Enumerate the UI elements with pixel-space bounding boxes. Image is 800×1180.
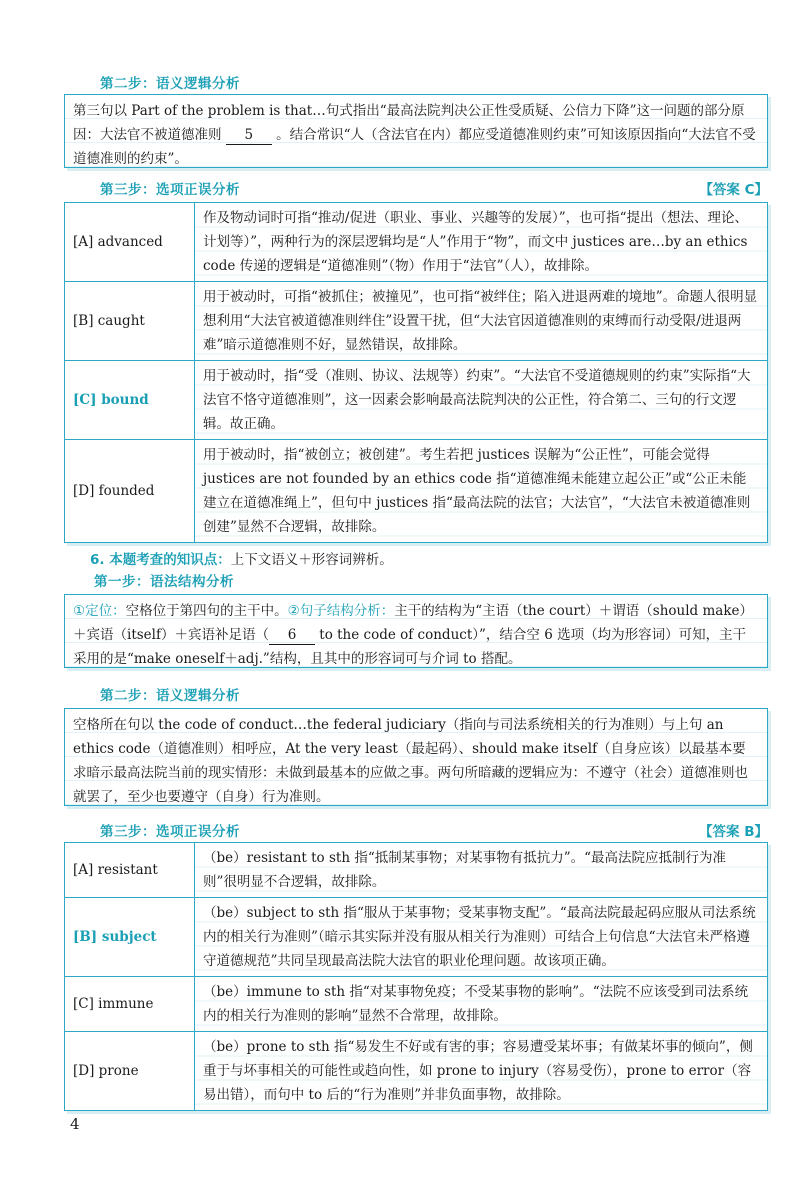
table-row [65, 843, 768, 898]
q6-step1-text-2: 主干的结构为“主语（the court）＋谓语（should make）＋宾语（itself）＋宾语补足语（ [73, 603, 753, 643]
blank-5: 5 [226, 126, 272, 145]
table-row [65, 361, 768, 440]
q6-step3-title: 第三步：选项正误分析 [100, 824, 240, 840]
option-label: [D] founded [65, 440, 195, 543]
q5-step2-text-a: 第三句以 Part of the problem is that…句式指出“最高法院判决公正性受质疑、公信力下降”这一问题的部分原因：大法官不被道德准则 [73, 103, 745, 143]
option-label-correct: [C] bound [65, 361, 195, 440]
option-analysis: （be）resistant to sth 指“抵制某事物；对某事物有抵抗力”。“最高法院应抵制行为准则”很明显不合逻辑，故排除。 [195, 843, 768, 898]
q6-step1-title: 第一步：语法结构分析 [94, 574, 234, 590]
table-row [65, 203, 768, 282]
q6-heading-num: 6. 本题考查的知识点： [90, 552, 231, 568]
q6-step1-text-1: 空格位于第四句的主干中。 [125, 603, 288, 619]
option-analysis: 用于被动时，指“被创立；被创建”。考生若把 justices 误解为“公正性”，可能会觉得 justices are not founded by an ethics code 指“道德准绳未能建立起公正”或“公正未能建立在道德准绳上”，但句中 justices 指“最高法院的法官；大法官”，“大法官未被道德准则创建”显然不合逻辑，故排除。 [195, 440, 768, 543]
q5-step2-paragraph [73, 99, 759, 171]
option-analysis: （be）subject to sth 指“服从于某事物；受某事物支配”。“最高法院最起码应服从司法系统内的相关行为准则”（暗示其实际并没有服从相关行为准则）可结合上句信息“大法官未严格遵守道德规范”共同呈现最高法院大法官的职业伦理问题。故该项正确。 [195, 898, 768, 977]
page-number: 4 [70, 1115, 80, 1133]
option-label: [A] resistant [65, 843, 195, 898]
q6-answer-badge: 【答案 B】 [699, 824, 768, 840]
option-analysis: （be）immune to sth 指“对某事物免疫；不受某事物的影响”。“法院不应该受到司法系统内的相关行为准则的影响”显然不合常理，故排除。 [195, 977, 768, 1032]
option-analysis: 用于被动时，指“受（准则、协议、法规等）约束”。“大法官不受道德规则的约束”实际指“大法官不恪守道德准则”，这一因素会影响最高法院判决的公正性，符合第二、三句的行文逻辑。故正确。 [195, 361, 768, 440]
q6-step1-mark-2: ②句子结构分析： [287, 603, 395, 619]
q6-step1-mark-1: ①定位： [73, 603, 126, 619]
table-row [65, 440, 768, 543]
q6-step1-box [64, 594, 768, 668]
q6-step2-title: 第二步：语义逻辑分析 [100, 688, 240, 704]
option-label: [B] caught [65, 282, 195, 361]
option-label: [D] prone [65, 1032, 195, 1111]
option-analysis: 作及物动词时可指“推动/促进（职业、事业、兴趣等的发展）”，也可指“提出（想法、理论、计划等）”，两种行为的深层逻辑均是“人”作用于“物”，而文中 justices are…by an ethics code 传递的逻辑是“道德准则”（物）作用于“法官”（人），故排除。 [195, 203, 768, 282]
q5-step2-text-b: 。结合常识“人（含法官在内）都应受道德准则约束”可知该原因指向“大法官不受道德准则的约束”。 [73, 127, 756, 167]
option-label-correct: [B] subject [65, 898, 195, 977]
q6-heading-rest: 上下文语义＋形容词辨析。 [230, 552, 393, 568]
option-analysis: （be）prone to sth 指“易发生不好或有害的事；容易遭受某坏事；有做某坏事的倾向”，侧重于与坏事相关的可能性或趋向性，如 prone to injury（容易受伤），prone to error（容易出错），而句中 to 后的“行为准则”并非负面事物，故排除。 [195, 1032, 768, 1111]
option-analysis: 用于被动时，可指“被抓住；被撞见”，也可指“被绊住；陷入进退两难的境地”。命题人很明显想利用“大法官被道德准则绊住”设置干扰，但“大法官因道德准则的束缚而行动受限/进退两难”暗示道德准则不好，显然错误，故排除。 [195, 282, 768, 361]
table-row [65, 977, 768, 1032]
blank-6: 6 [269, 626, 315, 645]
q6-step2-paragraph: 空格所在句以 the code of conduct…the federal judiciary（指向与司法系统相关的行为准则）与上句 an ethics code（道德准则）相呼应，At the very least（最起码）、should make itself（自身应该）以最基本要求暗示最高法院当前的现实情形：未做到最基本的应做之事。两句所暗藏的逻辑应为：不遵守（社会）道德准则也就罢了，至少也要遵守（自身）行为准则。 [73, 717, 748, 805]
option-label: [A] advanced [65, 203, 195, 282]
q6-step1-text-3: to the code of conduct）”，结合空 6 选项（均为形容词）可知，主干采用的是“make oneself＋adj.”结构，且其中的形容词可与介词 to 搭配。 [73, 627, 747, 667]
q5-options-table [64, 202, 768, 543]
table-row [65, 282, 768, 361]
q6-heading [90, 548, 393, 568]
option-label: [C] immune [65, 977, 195, 1032]
q6-options-table [64, 842, 768, 1111]
q5-step2-title: 第二步：语义逻辑分析 [100, 76, 240, 92]
q6-step1-paragraph [73, 599, 759, 671]
q5-step3-title: 第三步：选项正误分析 [100, 182, 240, 198]
table-row [65, 1032, 768, 1111]
q5-step2-box [64, 94, 768, 168]
q5-answer-badge: 【答案 C】 [699, 182, 768, 198]
q6-step2-box [64, 708, 768, 806]
table-row [65, 898, 768, 977]
